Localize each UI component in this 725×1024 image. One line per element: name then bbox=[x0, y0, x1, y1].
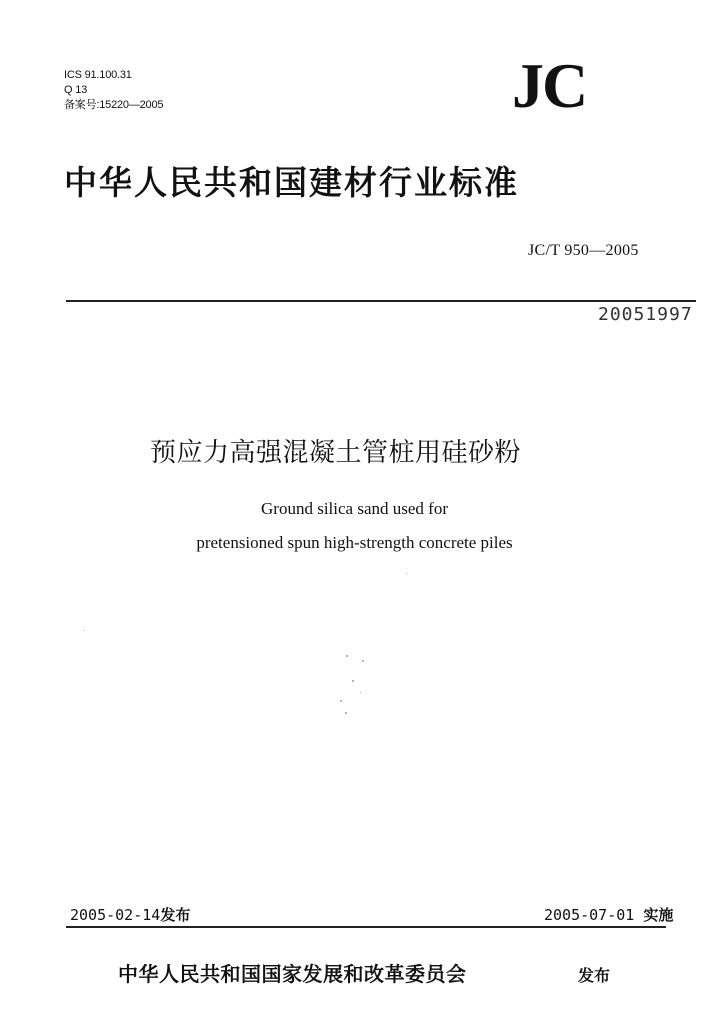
record-number: 备案号:15220—2005 bbox=[64, 99, 164, 111]
issue-label: 发布 bbox=[160, 906, 191, 924]
scan-speck bbox=[84, 630, 85, 631]
implementation-label: 实施 bbox=[643, 906, 674, 924]
implementation-date-line bbox=[544, 904, 673, 925]
scan-speck bbox=[406, 573, 407, 574]
document-title-en-line2: pretensioned spun high-strength concrete piles bbox=[196, 533, 513, 552]
ics-code: ICS 91.100.31 bbox=[64, 69, 132, 81]
standard-code: JC/T 950—2005 bbox=[528, 242, 639, 259]
scan-speck bbox=[346, 655, 348, 657]
document-title-en-line1: Ground silica sand used for bbox=[261, 499, 448, 518]
issue-date: 2005-02-14 bbox=[70, 906, 161, 924]
scan-speck bbox=[340, 700, 342, 702]
header-divider bbox=[66, 300, 696, 302]
implementation-date: 2005-07-01 bbox=[544, 906, 635, 924]
footer-divider bbox=[66, 926, 666, 928]
publish-label: 发布 bbox=[578, 966, 611, 985]
scan-speck bbox=[345, 712, 347, 714]
ccs-code: Q 13 bbox=[64, 84, 88, 96]
scan-speck bbox=[352, 680, 354, 682]
scan-speck bbox=[362, 660, 364, 662]
publisher-name: 中华人民共和国国家发展和改革委员会 bbox=[118, 962, 467, 986]
jc-logo: JC bbox=[512, 50, 587, 121]
stamp-number: 20051997 bbox=[598, 304, 693, 325]
classification-block bbox=[64, 68, 163, 113]
document-title-cn: 预应力高强混凝土管桩用硅砂粉 bbox=[150, 438, 522, 468]
scan-speck bbox=[360, 692, 361, 693]
issue-date-line bbox=[70, 904, 190, 925]
standard-category-title: 中华人民共和国建材行业标准 bbox=[64, 163, 519, 202]
